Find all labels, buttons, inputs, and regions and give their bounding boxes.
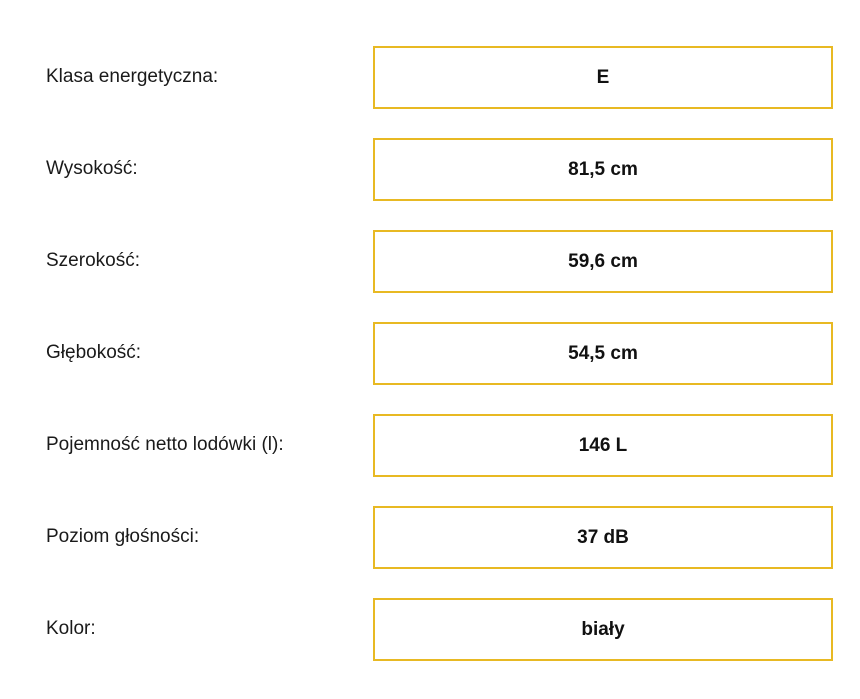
spec-label: Szerokość:	[46, 250, 140, 271]
spec-label: Klasa energetyczna:	[46, 66, 219, 87]
spec-label: Głębokość:	[46, 342, 142, 363]
spec-value: 37 dB	[373, 506, 833, 569]
spec-value: biały	[373, 598, 833, 661]
spec-label: Kolor:	[46, 618, 96, 639]
spec-value: E	[373, 46, 833, 109]
spec-row-height	[0, 138, 860, 230]
spec-value: 59,6 cm	[373, 230, 833, 293]
spec-row-noise-level	[0, 506, 860, 598]
spec-label: Pojemność netto lodówki (l):	[46, 434, 284, 455]
spec-row-width	[0, 230, 860, 322]
spec-row-depth	[0, 322, 860, 414]
spec-value: 81,5 cm	[373, 138, 833, 201]
spec-list	[0, 46, 860, 690]
spec-value: 54,5 cm	[373, 322, 833, 385]
spec-row-color	[0, 598, 860, 690]
spec-row-energy-class	[0, 46, 860, 138]
spec-label: Wysokość:	[46, 158, 138, 179]
spec-label: Poziom głośności:	[46, 526, 200, 547]
spec-row-fridge-capacity	[0, 414, 860, 506]
spec-value: 146 L	[373, 414, 833, 477]
